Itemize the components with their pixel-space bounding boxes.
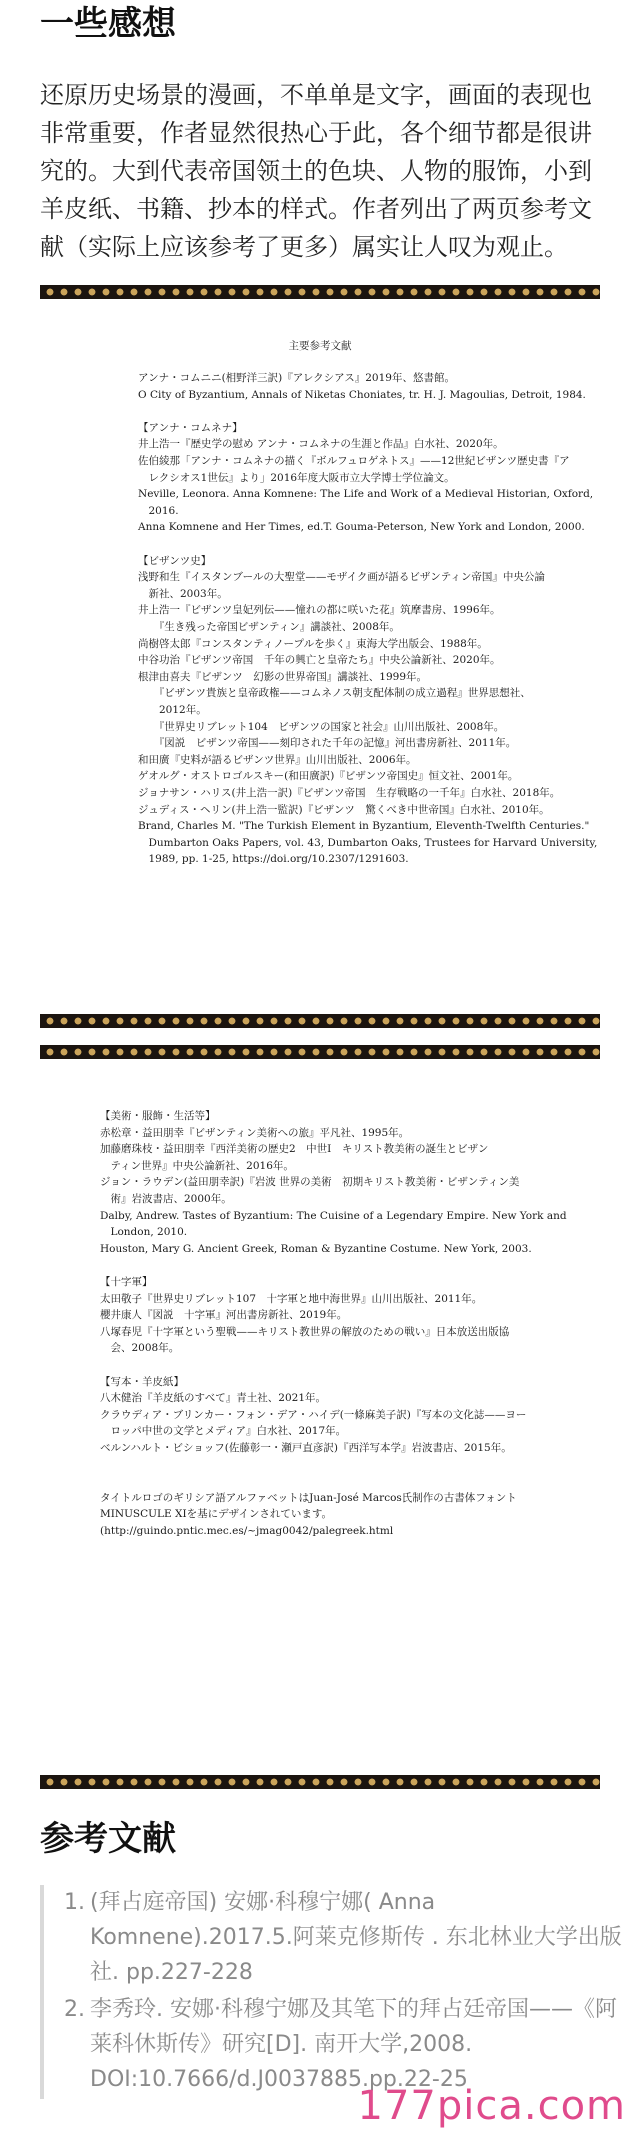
scan-text-line: Brand, Charles M. "The Turkish Element in Byzantium, Eleventh-Twelfth Centuries.": [138, 820, 590, 833]
scan-text-line: 八塚春児『十字軍という聖戦——キリスト教世界の解放のための戦い』日本放送出版協: [100, 1325, 510, 1338]
scan-text-line: MINUSCULE XIを基にデザインされています。: [100, 1508, 333, 1521]
references-list: [40, 1885, 634, 2099]
reference-page-scan-1: [40, 299, 600, 1014]
ornamental-divider: [40, 285, 600, 299]
scan-text-line: Houston, Mary G. Ancient Greek, Roman & Byzantine Costume. New York, 2003.: [100, 1242, 532, 1255]
scan-text-line: 赤松章・益田朋幸『ビザンティン美術への旅』平凡社、1995年。: [100, 1126, 410, 1139]
ornamental-divider: [40, 1014, 600, 1028]
ornamental-divider: [40, 1045, 600, 1059]
scan-text-line: 『世界史リブレット104 ビザンツの国家と社会』山川出版社、2008年。: [138, 720, 505, 733]
scan-text-line: 【ビザンツ史】: [138, 554, 212, 567]
intro-paragraph: 还原历史场景的漫画，不单单是文字，画面的表现也非常重要，作者显然很热心于此，各个细节都是很讲究的。大到代表帝国领土的色块、人物的服饰，小到羊皮纸、书籍、抄本的样式。作者列出了两页参考文献（实际上应该参考了更多）属实让人叹为观止。: [40, 81, 592, 261]
scan-text-line: 太田敬子『世界史リブレット107 十字軍と地中海世界』山川出版社、2011年。: [100, 1292, 483, 1305]
scan-text-line: ティン世界』中央公論新社、2016年。: [100, 1159, 294, 1172]
scan-text-line: O City of Byzantium, Annals of Niketas Choniates, tr. H. J. Magoulias, Detroit, 1984.: [138, 388, 586, 401]
scan-text-line: タイトルロゴのギリシア語アルファベットはJuan-José Marcos氏制作の古書体フォント: [100, 1491, 517, 1504]
scan-text-line: Anna Komnene and Her Times, ed.T. Gouma-Peterson, New York and London, 2000.: [138, 521, 585, 534]
scan-text-line: アンナ・コムニニ(相野洋三訳)『アレクシアス』2019年、悠書館。: [138, 372, 455, 384]
scan-heading: 主要参考文献: [288, 340, 352, 352]
scan-text-line: 櫻井康人『図説 十字軍』河出書房新社、2019年。: [100, 1309, 348, 1322]
scan-text-line: 八木健治『羊皮紙のすべて』青土社、2021年。: [100, 1392, 327, 1405]
scan-text-line: ジュディス・ヘリン(井上浩一監訳)『ビザンツ 驚くべき中世帝国』白水社、2010年。: [138, 803, 550, 816]
reference-number: 2.: [64, 1997, 85, 2022]
scan-text-line: 新社、2003年。: [138, 587, 228, 600]
scan-text-line: 【アンナ・コムネナ】: [138, 421, 243, 434]
scan-text-line: レクシオス1世伝』より」2016年度大阪市立大学博士学位論文。: [138, 471, 455, 484]
scan-text-line: 2012年。: [138, 704, 207, 716]
scan-text-line: 尚樹啓太郎『コンスタンティノープルを歩く』東海大学出版会、1988年。: [138, 637, 488, 650]
scan-text-line: ゲオルグ・オストロゴルスキー(和田廣訳)『ビザンツ帝国史』恒文社、2001年。: [138, 770, 519, 783]
scan-text-line: ジョナサン・ハリス(井上浩一訳)『ビザンツ帝国 生存戦略の一千年』白水社、2018年。: [138, 787, 561, 799]
scan-text-line: ジョン・ラウデン(益田朋幸訳)『岩波 世界の美術 初期キリスト教美術・ビザンティン美: [100, 1176, 520, 1189]
reference-page-scan-2: [40, 1059, 600, 1774]
scan-text-line: ロッパ中世の文学とメディア』白水社、2017年。: [100, 1425, 347, 1438]
site-watermark: 177pica.com: [357, 2083, 626, 2129]
scan-text-line: 『生き残った帝国ビザンティン』講談社、2008年。: [138, 621, 400, 633]
scan-text-line: ベルンハルト・ビショッフ(佐藤彰一・瀬戸直彦訳)『西洋写本学』岩波書店、2015年。: [100, 1442, 512, 1454]
scan-text-line: Dalby, Andrew. Tastes of Byzantium: The Cuisine of a Legendary Empire. New York and: [100, 1209, 567, 1222]
scan-text-line: 『ビザンツ貴族と皇帝政権——コムネノス朝支配体制の成立過程』世界思想社、: [138, 687, 531, 700]
scan-text-line: 【写本・羊皮紙】: [100, 1375, 184, 1388]
scan-text-line: 『図説 ビザンツ帝国——刻印された千年の記憶』河出書房新社、2011年。: [138, 737, 517, 750]
scan-text-line: 中谷功治『ビザンツ帝国 千年の興亡と皇帝たち』中央公論新社、2020年。: [138, 654, 501, 667]
scan-text-line: クラウディア・ブリンカー・フォン・デア・ハイデ(一條麻美子訳)『写本の文化誌——ヨー: [100, 1408, 527, 1421]
reference-text: 李秀玲. 安娜·科穆宁娜及其笔下的拜占廷帝国——《阿莱科休斯传》研究[D]. 南开大学,2008. DOI:10.7666/d.J0037885.pp.22-25: [90, 1997, 617, 2092]
scan-text-line: 根津由喜夫『ビザンツ 幻影の世界帝国』講談社、1999年。: [138, 670, 428, 683]
scan-text-line: 加藤磨珠枝・益田朋幸『西洋美術の歴史2 中世Ⅰ キリスト教美術の誕生とビザン: [100, 1143, 489, 1156]
scan-text-line: 和田廣『史料が語るビザンツ世界』山川出版社、2006年。: [138, 753, 417, 766]
scan-text-line: 【美術・服飾・生活等】: [100, 1110, 216, 1122]
scan-text-line: 佐伯綾那「アンナ・コムネナの描く『ボルフュロゲネトス』——12世紀ビザンツ歴史書『ア: [138, 455, 570, 467]
scan-text-line: 井上浩一『歴史学の慰め アンナ・コムネナの生涯と作品』白水社、2020年。: [138, 438, 504, 451]
scan-text-line: 【十字軍】: [100, 1276, 153, 1288]
scan-text-line: 浅野和生『イスタンブールの大聖堂——モザイク画が語るビザンティン帝国』中央公論: [138, 571, 545, 584]
scan-text-line: (http://guindo.pntic.mec.es/~jmag0042/palegreek.html: [100, 1525, 394, 1537]
reference-number: 1.: [64, 1890, 85, 1915]
scan-text-line: 1989, pp. 1-25, https://doi.org/10.2307/1291603.: [138, 853, 409, 866]
scan-text-line: 会、2008年。: [100, 1342, 180, 1355]
ornamental-divider: [40, 1775, 600, 1789]
scan-text-line: 術』岩波書店、2000年。: [100, 1193, 232, 1205]
scan-text-line: London, 2010.: [100, 1226, 188, 1239]
scan-text-line: 井上浩一『ビザンツ皇妃列伝——憧れの都に咲いた花』筑摩書房、1996年。: [138, 604, 501, 617]
page-title: 一些感想: [40, 4, 176, 44]
scan-text-line: 2016.: [138, 504, 179, 517]
scan-text-line: Neville, Leonora. Anna Komnene: The Life and Work of a Medieval Historian, Oxford,: [138, 488, 594, 501]
references-title: 参考文献: [40, 1819, 176, 1859]
reference-text: (拜占庭帝国) 安娜·科穆宁娜( Anna Komnene).2017.5.阿莱克修斯传 . 东北林业大学出版社. pp.227-228: [90, 1890, 622, 1985]
reference-item: [64, 1885, 634, 1990]
scan-text-line: Dumbarton Oaks Papers, vol. 43, Dumbarton Oaks, Trustees for Harvard University,: [138, 836, 598, 849]
